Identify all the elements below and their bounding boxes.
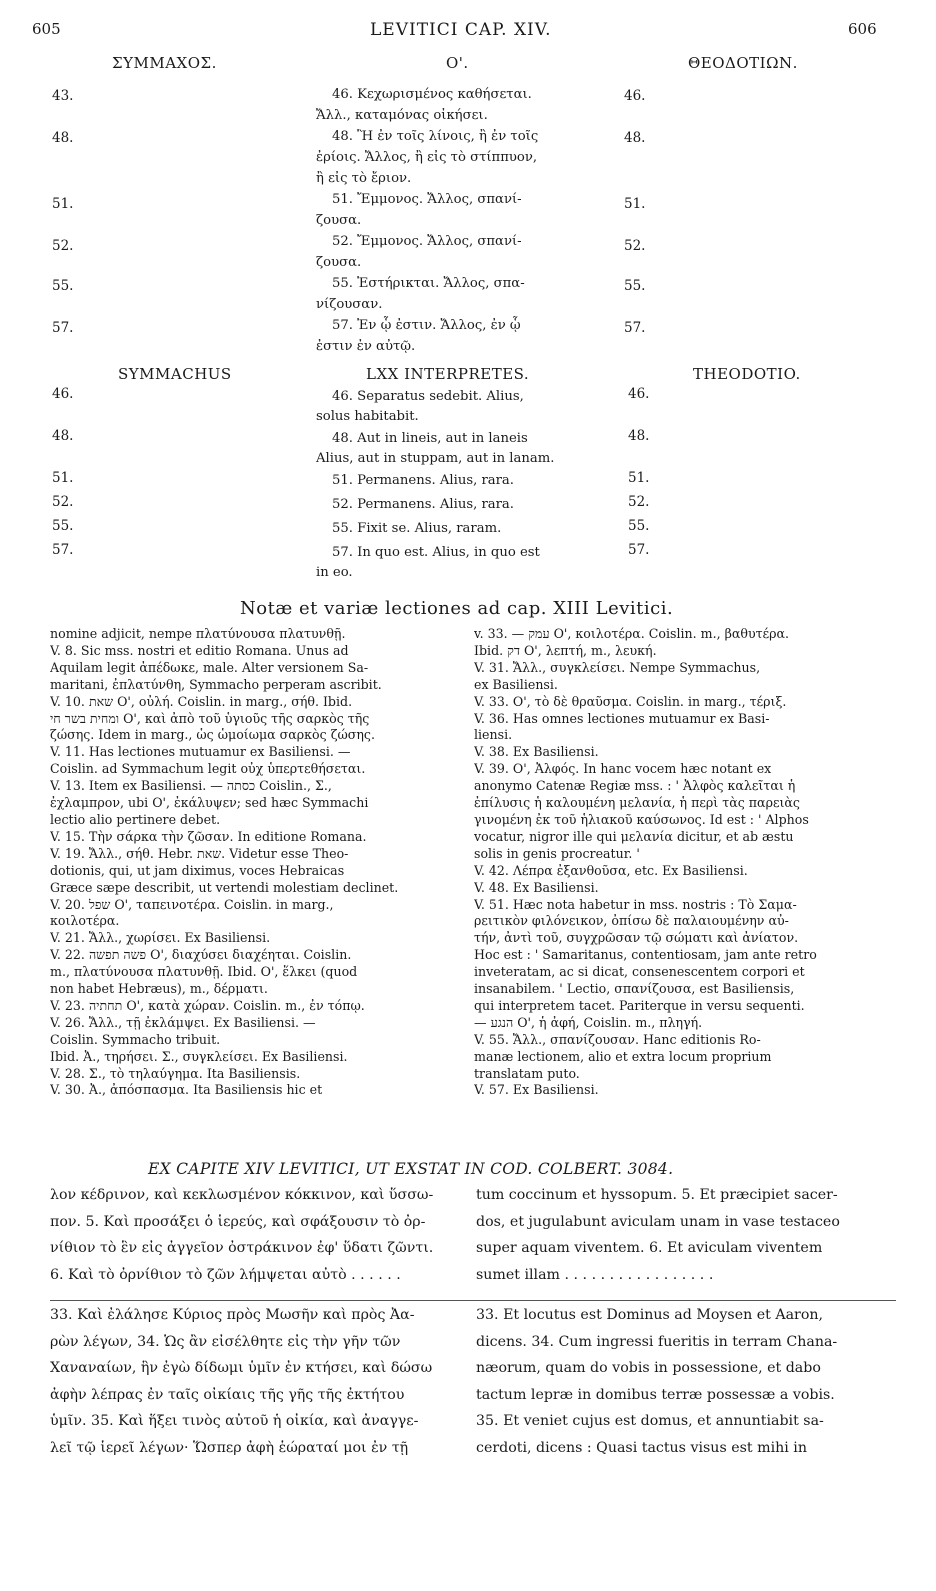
- latin-line: dicens. 34. Cum ingressi fueritis in terram Chana-: [476, 1333, 838, 1350]
- verse-number: 52.: [624, 238, 646, 254]
- verse-number: 57.: [52, 542, 74, 558]
- text-line: 55. Ἐστήρικται. Ἄλλος, σπα-: [332, 276, 525, 291]
- note-line: non habet Hebræus), m., δέρματι.: [50, 981, 268, 997]
- note-line: V. 26. Ἄλλ., τῇ ἐκλάμψει. Ex Basiliensi. —: [50, 1014, 316, 1030]
- excerpt-title: EX CAPITE XIV LEVITICI, UT EXSTAT IN COD. COLBERT. 3084.: [148, 1160, 674, 1178]
- greek-head-symmachus: ΣΥΜΜΑΧΟΣ.: [112, 54, 217, 72]
- verse-number: 55.: [624, 278, 646, 294]
- note-line: V. 11. Has lectiones mutuamur ex Basiliensi. —: [50, 744, 351, 760]
- note-line: ex Basiliensi.: [474, 676, 558, 692]
- greek-head-lxx: O'.: [446, 54, 469, 72]
- note-line: V. 8. Sic mss. nostri et editio Romana. Unus ad: [50, 642, 349, 658]
- note-line: — הנגע O', ἡ ἀφή, Coislin. m., πληγή.: [474, 1014, 703, 1030]
- note-line: vocatur, nigror ille qui μελανία dicitur, et ab æstu: [474, 828, 794, 844]
- excerpt-latin-top: [476, 1182, 896, 1288]
- greek-line: λεῖ τῷ ἱερεῖ λέγων· Ὥσπερ ἀφὴ ἑώραταί μοι ἐν τῇ: [50, 1439, 409, 1456]
- note-line: V. 57. Ex Basiliensi.: [474, 1082, 599, 1098]
- text-line: Ἄλλ., καταμόνας οἰκήσει.: [316, 108, 488, 123]
- note-line: V. 10. שאת O', οὐλή. Coislin. in marg., σήθ. Ibid.: [50, 693, 353, 709]
- note-line: ἐπίλυσις ἡ καλουμένη μελανία, ἡ περὶ τὰς παρειὰς: [474, 795, 800, 811]
- note-line: V. 33. O', τὸ δὲ θραῦσμα. Coislin. in marg., τέριξ.: [474, 693, 787, 709]
- verse-number: 46.: [52, 386, 74, 402]
- text-line: 55. Fixit se. Alius, raram.: [332, 521, 502, 536]
- note-line: anonymo Catenæ Regiæ mss. : ' Ἀλφὸς καλεῖται ἡ: [474, 778, 796, 794]
- note-line: qui interpretem tacet. Pariterque in versu sequenti.: [474, 997, 805, 1013]
- notes-left-column: [50, 626, 462, 1099]
- latin-line: tum coccinum et hyssopum. 5. Et præcipiet sacer-: [476, 1187, 838, 1203]
- note-line: V. 19. Ἄλλ., σήθ. Hebr. שאת. Videtur esse Theo-: [50, 845, 349, 861]
- note-line: manæ lectionem, alio et extra locum proprium: [474, 1048, 772, 1064]
- note-line: τήν, ἀντὶ τοῦ, συγχρῶσαν τῷ σώματι καὶ ἀνίατον.: [474, 930, 799, 946]
- note-line: V. 22. פשה תפשה O', διαχύσει διαχέηται. Coislin.: [50, 947, 352, 963]
- latin-head-lxx: LXX INTERPRETES.: [366, 365, 530, 383]
- verse-number: 48.: [52, 130, 74, 146]
- text-line: 51. Permanens. Alius, rara.: [332, 473, 514, 488]
- note-line: γινομένη ἐκ τοῦ ἡλιακοῦ καύσωνος. Id est : ' Alphos: [474, 811, 809, 827]
- text-line: 52. Permanens. Alius, rara.: [332, 497, 514, 512]
- note-line: V. 51. Hæc nota habetur in mss. nostris : Τὸ Σαμα-: [474, 896, 797, 912]
- verse-number: 48.: [52, 428, 74, 444]
- note-line: nomine adjicit, nempe πλατύνουσα πλατυνθῇ.: [50, 626, 346, 641]
- verse-number: 52.: [52, 238, 74, 254]
- note-line: Aquilam legit ἀπέδωκε, male. Alter versionem Sa-: [50, 659, 369, 675]
- note-line: dotionis, qui, ut jam diximus, voces Hebraicas: [50, 862, 345, 878]
- note-line: lectio alio pertinere debet.: [50, 811, 221, 827]
- note-line: Græce sæpe describit, ut vertendi molestiam declinet.: [50, 879, 399, 895]
- note-line: liensi.: [474, 727, 513, 743]
- note-line: maritani, ἐπλατύνθη, Symmacho perperam ascribit.: [50, 676, 382, 692]
- latin-head-symmachus: SYMMACHUS: [118, 365, 232, 383]
- text-line: solus habitabit.: [316, 409, 419, 424]
- note-line: Coislin. ad Symmachum legit οὐχ ὑπερτεθήσεται.: [50, 761, 366, 777]
- latin-line: 35. Et veniet cujus est domus, et annuntiabit sa-: [476, 1413, 824, 1429]
- excerpt-latin-bottom: [476, 1302, 896, 1461]
- notes-title: Notæ et variæ lectiones ad cap. XIII Levitici.: [240, 598, 674, 619]
- note-line: insanabilem. ' Lectio, σπανίζουσα, est Basiliensis,: [474, 981, 795, 997]
- note-line: V. 30. Ἀ., ἀπόσπασμα. Ita Basiliensis hic et: [50, 1082, 323, 1098]
- verse-number: 46.: [628, 386, 650, 402]
- note-line: inveteratam, ac si dicat, consenescentem corpori et: [474, 964, 805, 980]
- note-line: V. 42. Λέπρα ἐξανθοῦσα, etc. Ex Basiliensi.: [474, 862, 748, 878]
- notes-right-column: [474, 626, 894, 1099]
- greek-line: λον κέδρινον, καὶ κεκλωσμένον κόκκινον, καὶ ὕσσω-: [50, 1187, 434, 1203]
- text-line: 46. Separatus sedebit. Alius,: [332, 389, 524, 404]
- text-line: ἐστιν ἐν αὐτῷ.: [316, 339, 416, 354]
- page-number-left: 605: [32, 20, 61, 38]
- latin-line: sumet illam . . . . . . . . . . . . . . . . .: [476, 1266, 714, 1283]
- text-line: ζουσα.: [316, 255, 362, 270]
- note-line: Hoc est : ' Samaritanus, contentiosam, jam ante retro: [474, 947, 817, 963]
- note-line: m., πλατύνουσα πλατυνθῇ. Ibid. O', ἕλκει (quod: [50, 964, 358, 980]
- verse-number: 51.: [52, 196, 74, 212]
- note-line: V. 28. Σ., τὸ τηλαύγημα. Ita Basiliensis.: [50, 1065, 301, 1081]
- note-line: ἐχλαμπρον, ubi O', ἐκάλυψεν; sed hæc Symmachi: [50, 795, 369, 811]
- greek-line: πον. 5. Καὶ προσάξει ὁ ἱερεύς, καὶ σφάξουσιν τὸ ὀρ-: [50, 1213, 426, 1230]
- excerpt-greek-top: [50, 1182, 460, 1288]
- verse-number: 46.: [624, 88, 646, 104]
- note-line: Ibid. Ἀ., τηρήσει. Σ., συγκλείσει. Ex Basiliensi.: [50, 1048, 348, 1064]
- greek-head-theodotion: ΘΕΟΔΟΤΙΩΝ.: [688, 54, 798, 72]
- running-head: LEVITICI CAP. XIV.: [370, 20, 552, 40]
- greek-line: Χαναναίων, ἣν ἐγὼ δίδωμι ὑμῖν ἐν κτήσει, καὶ δώσω: [50, 1360, 433, 1376]
- text-line: ἐρίοις. Ἄλλος, ἢ εἰς τὸ στίππυον,: [316, 150, 538, 165]
- latin-line: super aquam viventem. 6. Et aviculam viventem: [476, 1240, 823, 1256]
- text-line: ἢ εἰς τὸ ἔριον.: [316, 171, 412, 186]
- text-line: ζουσα.: [316, 213, 362, 228]
- greek-line: ἀφὴν λέπρας ἐν ταῖς οἰκίαις τῆς γῆς τῆς ἐκτήτου: [50, 1386, 405, 1403]
- latin-line: næorum, quam do vobis in possessione, et dabo: [476, 1360, 821, 1376]
- text-line: 48. Aut in lineis, aut in laneis: [332, 431, 528, 446]
- verse-number: 52.: [52, 494, 74, 510]
- note-line: V. 38. Ex Basiliensi.: [474, 744, 599, 760]
- greek-line: νίθιον τὸ ἓν εἰς ἀγγεῖον ὀστράκινον ἐφ' ὕδατι ζῶντι.: [50, 1240, 434, 1256]
- note-line: translatam puto.: [474, 1065, 580, 1081]
- text-line: 51. Ἔμμονος. Ἄλλος, σπανί-: [332, 192, 522, 207]
- note-line: V. 48. Ex Basiliensi.: [474, 879, 599, 895]
- greek-line: 6. Καὶ τὸ ὀρνίθιον τὸ ζῶν λήμψεται αὐτὸ . . . . . .: [50, 1266, 401, 1283]
- note-line: Coislin. Symmacho tribuit.: [50, 1031, 221, 1047]
- note-line: V. 13. Item ex Basiliensi. — כסתה Coislin., Σ.,: [50, 778, 332, 794]
- verse-number: 57.: [628, 542, 650, 558]
- verse-number: 48.: [624, 130, 646, 146]
- verse-number: 51.: [624, 196, 646, 212]
- text-line: 57. In quo est. Alius, in quo est: [332, 545, 540, 560]
- verse-number: 55.: [52, 518, 74, 534]
- note-line: solis in genis procreatur. ': [474, 845, 640, 861]
- note-line: ζώσης. Idem in marg., ὡς ὡμοίωμα σαρκὸς ζώσης.: [50, 727, 375, 743]
- verse-number: 55.: [628, 518, 650, 534]
- page-number-right: 606: [848, 20, 877, 38]
- note-line: V. 20. שפל O', ταπεινοτέρα. Coislin. in marg.,: [50, 896, 334, 912]
- verse-number: 57.: [624, 320, 646, 336]
- verse-number: 51.: [52, 470, 74, 486]
- note-line: ומחית בשר חי O', καὶ ἀπὸ τοῦ ὑγιοῦς τῆς σαρκὸς τῆς: [50, 710, 370, 726]
- latin-line: tactum lepræ in domibus terræ possessæ a vobis.: [476, 1386, 835, 1403]
- note-line: V. 15. Τὴν σάρκα τὴν ζῶσαν. In editione Romana.: [50, 828, 367, 844]
- latin-line: 33. Et locutus est Dominus ad Moysen et Aaron,: [476, 1307, 824, 1323]
- greek-line: 33. Καὶ ἐλάλησε Κύριος πρὸς Μωσῆν καὶ πρὸς Ἀα-: [50, 1307, 415, 1323]
- text-line: νίζουσαν.: [316, 297, 383, 312]
- verse-number: 48.: [628, 428, 650, 444]
- greek-line: ρὼν λέγων, 34. Ὡς ἂν εἰσέλθητε εἰς τὴν γῆν τῶν: [50, 1333, 401, 1350]
- note-line: Ibid. דק O', λεπτή, m., λευκή.: [474, 642, 657, 658]
- text-line: Alius, aut in stuppam, aut in lanam.: [316, 451, 555, 466]
- verse-number: 55.: [52, 278, 74, 294]
- note-line: V. 31. Ἄλλ., συγκλείσει. Nempe Symmachus,: [474, 659, 761, 675]
- text-line: in eo.: [316, 565, 353, 580]
- note-line: V. 55. Ἄλλ., σπανίζουσαν. Hanc editionis Ro-: [474, 1031, 761, 1047]
- verse-number: 57.: [52, 320, 74, 336]
- greek-line: ὑμῖν. 35. Καὶ ἥξει τινὸς αὐτοῦ ἡ οἰκία, καὶ ἀναγγε-: [50, 1413, 419, 1429]
- text-line: 57. Ἐν ᾧ ἐστιν. Ἄλλος, ἐν ᾧ: [332, 318, 521, 333]
- text-line: 52. Ἔμμονος. Ἄλλος, σπανί-: [332, 234, 522, 249]
- note-line: ρειτικὸν φιλόνεικον, ὀπίσω δὲ παλαιουμένην αὐ-: [474, 913, 789, 929]
- verse-number: 43.: [52, 88, 74, 104]
- text-line: 48. Ἢ ἐν τοῖς λίνοις, ἢ ἐν τοῖς: [332, 129, 539, 144]
- note-line: κοιλοτέρα.: [50, 913, 120, 929]
- latin-line: cerdoti, dicens : Quasi tactus visus est mihi in: [476, 1439, 807, 1456]
- excerpt-greek-bottom: [50, 1302, 460, 1461]
- note-line: v. 33. — עמק O', κοιλοτέρα. Coislin. m., βαθυτέρα.: [474, 626, 790, 641]
- note-line: V. 23. תחתיה O', κατὰ χώραν. Coislin. m., ἐν τόπῳ.: [50, 997, 365, 1013]
- verse-number: 52.: [628, 494, 650, 510]
- latin-line: dos, et jugulabunt aviculam unam in vase testaceo: [476, 1213, 840, 1230]
- note-line: V. 36. Has omnes lectiones mutuamur ex Basi-: [474, 710, 770, 726]
- note-line: V. 21. Ἄλλ., χωρίσει. Ex Basiliensi.: [50, 930, 271, 946]
- excerpt-divider: [50, 1300, 896, 1301]
- latin-head-theodotio: THEODOTIO.: [693, 365, 801, 383]
- verse-number: 51.: [628, 470, 650, 486]
- note-line: V. 39. O', Ἀλφός. In hanc vocem hæc notant ex: [474, 761, 772, 777]
- text-line: 46. Κεχωρισμένος καθήσεται.: [332, 87, 532, 102]
